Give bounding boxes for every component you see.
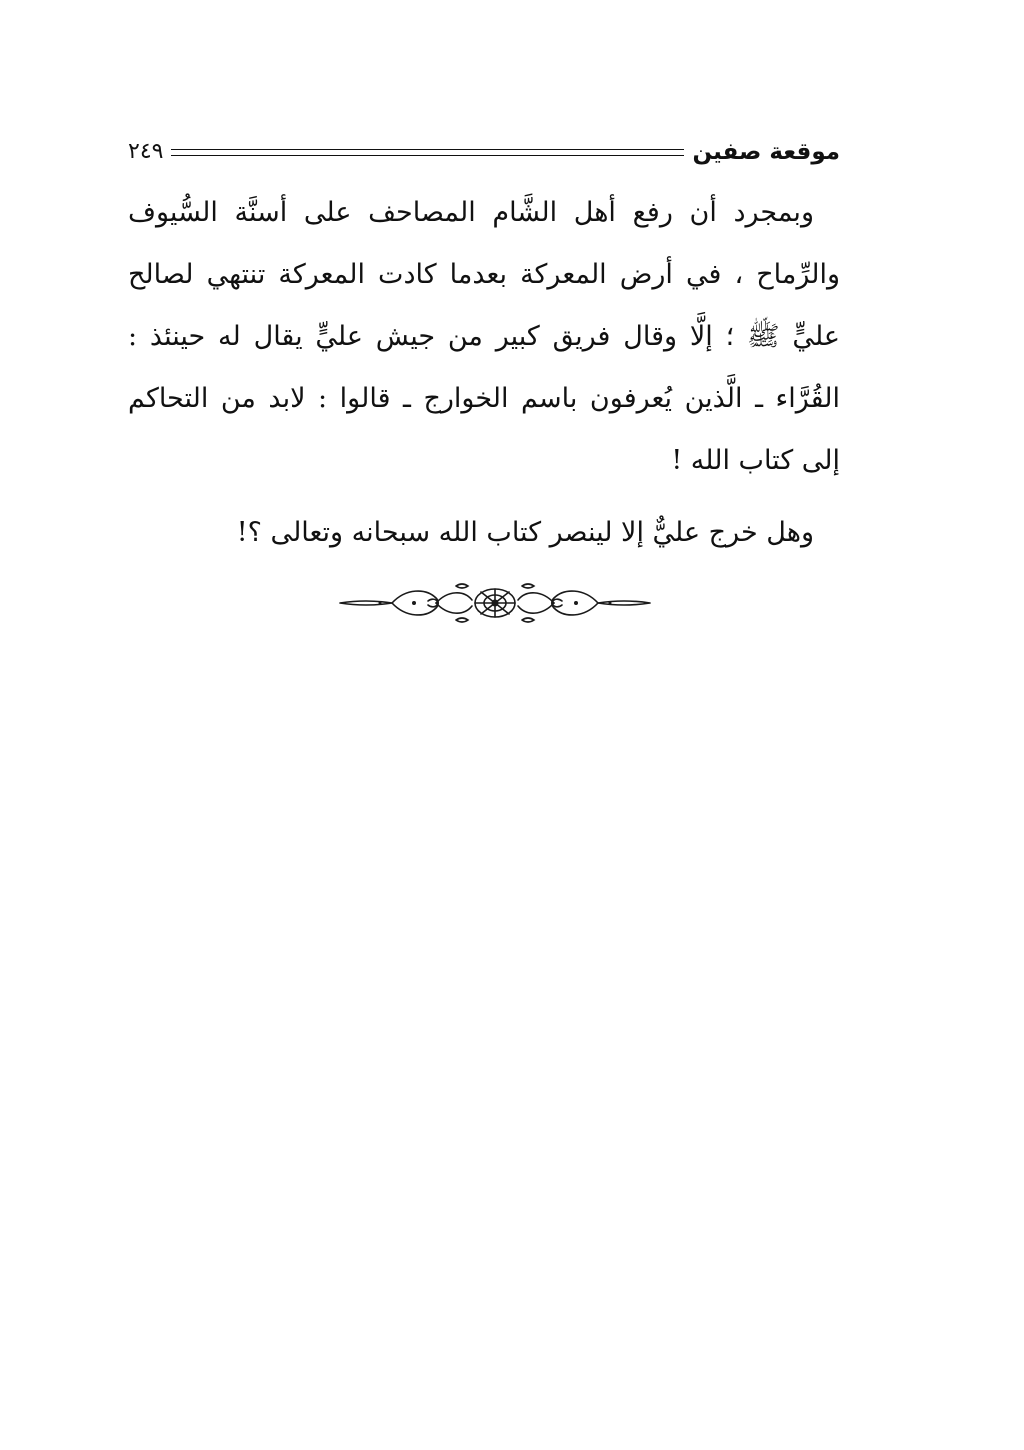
body-text — [128, 182, 840, 564]
paragraph-1: وبمجرد أن رفع أهل الشَّام المصاحف على أسنَّة السُّيوف والرِّماح ، في أرض المعركة بعدما كادت المعركة تنتهي لصالح عليٍّ ﷺ ؛ إلَّا وقال فريق كبير من جيش عليٍّ يقال له حينئذ : القُرَّاء ـ الَّذين يُعرفون باسم الخوارج ـ قالوا : لابد من التحاكم إلى كتاب الله ! — [128, 197, 840, 476]
floral-divider-icon — [336, 578, 654, 628]
running-header — [128, 132, 840, 172]
page-number: ٢٤٩ — [128, 139, 164, 164]
header-rule — [171, 149, 684, 156]
chapter-title: موقعة صفين — [692, 138, 840, 165]
paragraph-2: وهل خرج عليٌّ إلا لينصر كتاب الله سبحانه وتعالى ؟! — [236, 517, 814, 548]
